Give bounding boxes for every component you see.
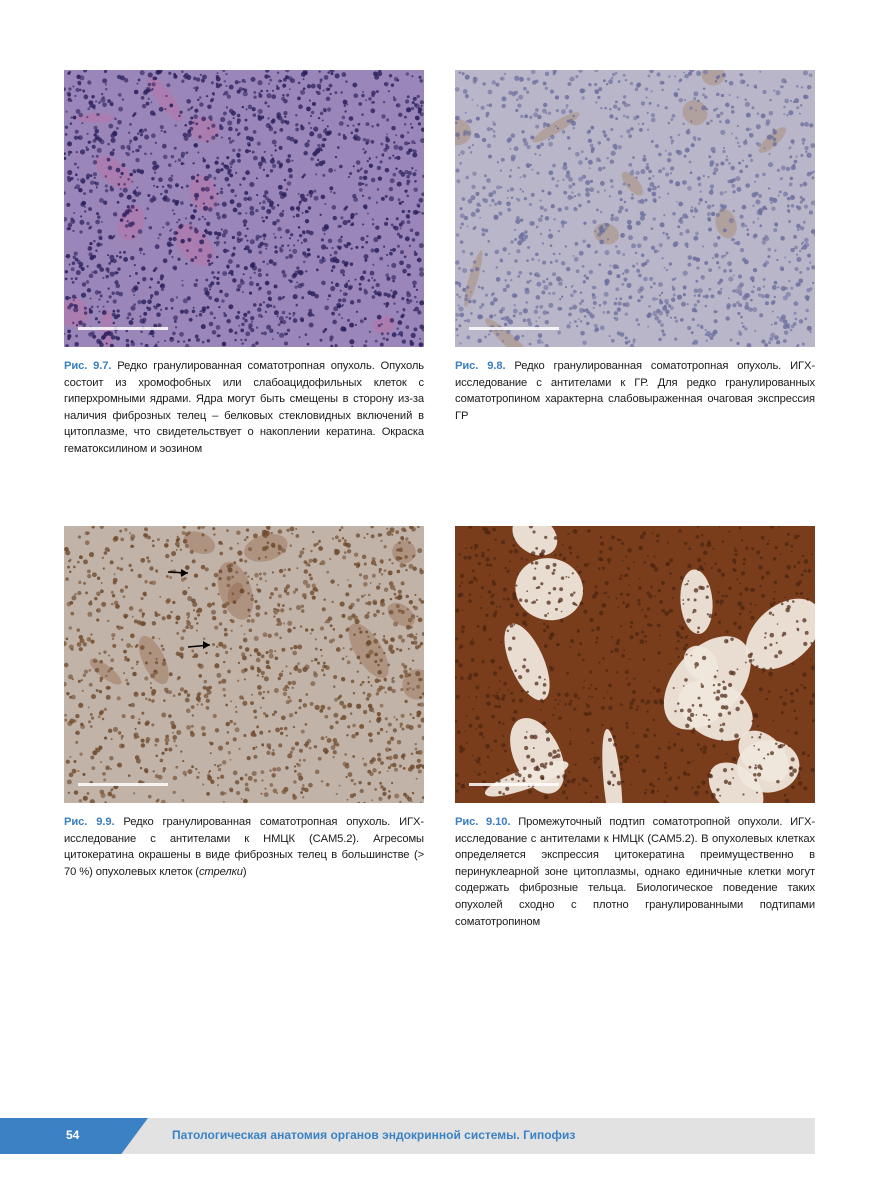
figure-9-9 [64,526,424,880]
figure-9-8 [455,70,815,424]
caption-text: Промежуточный подтип соматотропной опухоли. ИГХ-исследование с антителами к НМЦК (CAM5.2). В опухолевых клетках определяется экспрессия цитокератина преимущественно в перинуклеарной зоне цитоплазмы, однако единичные клетки могут содержать фиброзные тельца. Биологическое поведение таких опухолей сходно с плотно гранулированными подтипами соматотропином [455,816,815,928]
caption-text-end: ) [242,865,247,878]
caption-9-9 [64,814,424,880]
he-stain-micrograph [64,70,424,347]
caption-emphasis: стрелки [198,865,243,878]
caption-text: Редко гранулированная соматотропная опухоль. ИГХ-исследование с антителами к ГР. Для редко гранулированных соматотропином характерна слабовыраженная очаговая экспрессия ГР [455,360,815,422]
page-number: 54 [66,1128,80,1142]
figure-label: Рис. 9.10. [455,816,511,828]
caption-9-10 [455,814,815,930]
figure-9-10 [455,526,815,930]
ihc-cam52-micrograph [64,526,424,803]
figure-label: Рис. 9.8. [455,360,506,372]
figure-label: Рис. 9.7. [64,360,112,372]
figure-9-7 [64,70,424,458]
ihc-cam52-dense-micrograph [455,526,815,803]
figure-label: Рис. 9.9. [64,816,115,828]
caption-9-7 [64,358,424,458]
running-title: Патологическая анатомия органов эндокринной системы. Гипофиз [172,1128,576,1142]
caption-9-8 [455,358,815,424]
caption-text: Редко гранулированная соматотропная опухоль. ИГХ-исследование с антителами к НМЦК (CAM5.2). Агресомы цитокератина окрашены в виде фиброзных телец в большинстве (> 70 %) опухолевых клеток ( [64,816,424,878]
ihc-gh-micrograph [455,70,815,347]
caption-text: Редко гранулированная соматотропная опухоль. Опухоль состоит из хромофобных или слабоацидофильных клеток с гиперхромными ядрами. Ядра могут быть смещены в сторону из-за наличия фиброзных телец – белковых стекловидных включений в цитоплазме, что свидетельствует о накоплении кератина. Окраска гематоксилином и эозином [64,360,424,455]
